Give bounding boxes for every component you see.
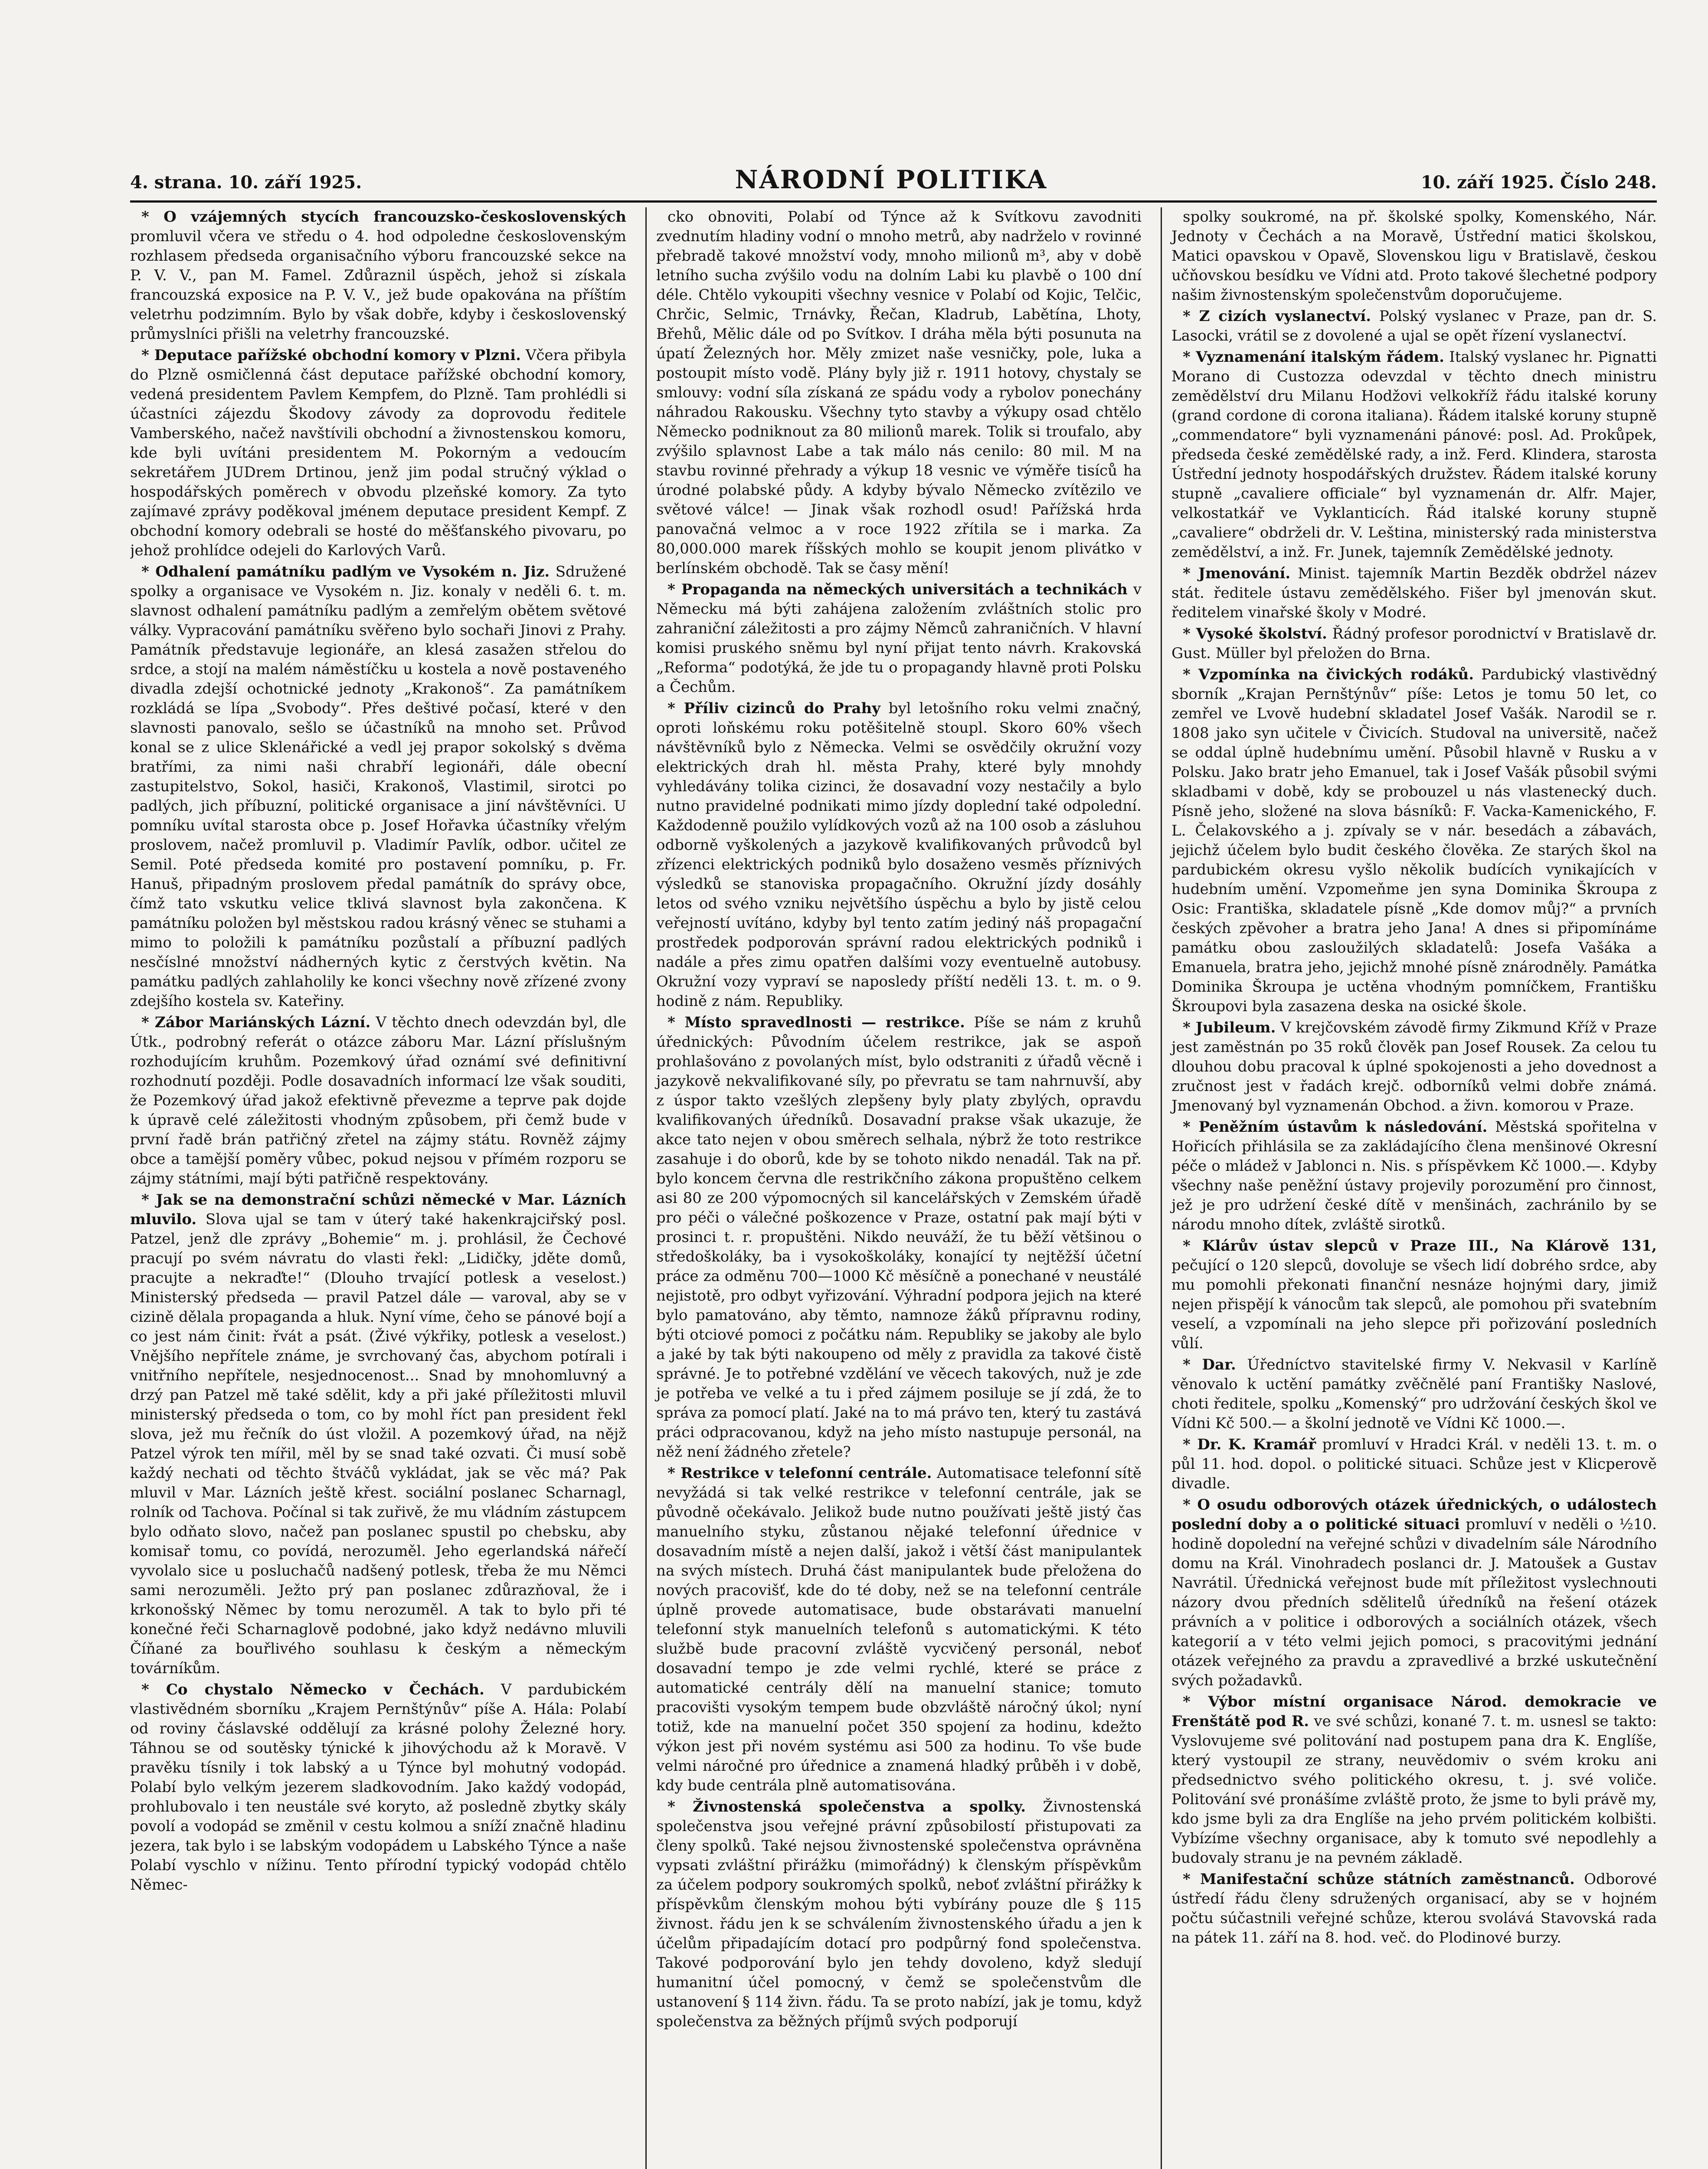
article-text: Pardubický vlastivědný sborník „Krajan Pernštýnův“ píše: Letos je tomu 50 let, co zemřel ve Lvově hudební skladatel Josef Vašák. Narodil se r. 1808 jako syn učitele v Čivicích. Studoval na universitě, načež se oddal úplně hudebnímu umění. Působil hlavně v Rusku a v Polsku. Jako bratr jeho Emanuel, tak i Josef Vašák působil svými skladbami v době, kdy se probouzel u nás vlastenecký duch. Písně jeho, složené na slova básníků: F. Vacka-Kamenického, F. L. Čelakovského a j. zpívaly se v nár. besedách a zábavách, jejichž účelem bylo budit českého člověka. Ze starých škol na pardubickém okresu vyšlo několik budících vynikajících v hudebním umění. Vzpomeňme jen syna Dominika Škroupa z Osic: Františka, skladatele písně „Kde domov můj?“ a prvních českých zpěvoher a bratra jeho Jana! A dnes si připomínáme památku obou zasloužilých skladatelů: Josefa Vašáka a Emanuela, bratra jeho, jejichž mnohé písně znárodněly. Památka Dominika Škroupa je uctěna vhodným pomníčkem, Františku Škroupovi byla zasazena deska na osické škole.	[1171, 666, 1657, 1015]
article-heading: * Vysoké školství.	[1183, 625, 1327, 642]
article-paragraph	[656, 580, 1142, 697]
article-text: Sdružené spolky a organisace ve Vysokém n. Jiz. konaly v neděli 6. t. m. slavnost odhalení památníku padlým a zemřelým obětem světové války. Vypracování památníku svěřeno bylo sochaři Jinovi z Prahy. Památník představuje legionáře, an klesá zasažen střelou do srdce, a stojí na malém náměstíčku u kostela a nově postaveného divadla zdejší ochotnické jednoty „Krakonoš“. Za památníkem rozkládá se lípa „Svobody“. Přes deštivé počasí, které v den slavnosti panovalo, sešlo se účastníků na mnoho set. Průvod konal se z ulice Sklenářické a vedl jej prapor sokolský s dvěma bratřími, za nimi naši chrabří legionáři, dále obecní zastupitelstvo, Sokol, hasiči, Krakonoš, Vlastimil, sirotci po padlých, jich příbuzní, politické organisace a jiní návštěvníci. U pomníku uvítal starosta obce p. Josef Hořavka účastníky vřelým proslovem, načež promluvil p. Vladimír Pavlík, odbor. učitel ze Semil. Poté předseda komité pro postavení pomníku, p. Fr. Hanuš, připadným proslovem předal památník do správy obce, čímž tato vskutku velice tklivá slavnost byla zakončena. K památníku položen byl městskou radou krásný věnec se stuhami a mimo to položili k památníku pozůstalí a příbuzní padlých nesčíslné množství nádherných kytic z čerstvých květin. Na památku padlých zahlaholily ke konci všechny nově zřízené zvony zdejšího kostela sv. Kateřiny.	[130, 563, 626, 1010]
article-paragraph	[1171, 1495, 1657, 1691]
article-heading: * Manifestační schůze státních zaměstnanců.	[1183, 1871, 1575, 1888]
article-paragraph	[1171, 1355, 1657, 1433]
header-rule	[130, 200, 1657, 203]
article-heading: * Dar.	[1183, 1356, 1236, 1373]
article-text: V těchto dnech odevzdán byl, dle Útk., podrobný referát o otázce záboru Mar. Lázní příslušným rozhodujícím kruhům. Pozemkový úřad oznámí své definitivní rozhodnutí později. Podle dosavadních informací lze však souditi, že Pozemkový úřad jakož efektivně převezme a teprve pak dojde k úpravě celé záležitosti vhodným způsobem, při čemž bude v první řadě brán patřičný zřetel na zájmy státu. Rovněž zájmy obce a tamější poměry vůbec, pokud nejsou v přímém rozporu se zájmy státními, mají býti patřičně respektovány.	[130, 1014, 626, 1187]
article-heading: * Živnostenská společenstva a spolky.	[667, 1798, 1026, 1815]
article-text: pečující o 120 slepců, dovoluje se všech lidí dobrého srdce, aby mu pomohli překonati finanční nesnáze hojnými dary, jimiž nejen přispějí k vánocům tak slepců, ale pomohou při svatebním veselí, a vzpomínali na jeho slepce při pořizování posledních vůlí.	[1171, 1257, 1657, 1352]
article-paragraph	[1171, 564, 1657, 623]
article-columns	[130, 207, 1657, 2169]
article-heading: * Deputace pařížské obchodní komory v Plzni.	[141, 347, 521, 364]
article-heading: * Vzpomínka na čivických rodáků.	[1183, 666, 1474, 683]
article-heading: * Jmenování.	[1183, 565, 1291, 582]
article-text: promluvil včera ve středu o 4. hod odpoledne československým rozhlasem předseda organisačního výboru francouzské sekce na P. V. V., pan M. Famel. Zdůraznil úspěch, jehož si získala francouzská exposice na P. V. V., jež bude opakována na příštím veletrhu podzimním. Bylo by však dobře, kdyby i československý průmyslníci přišli na veletrhy francouzské.	[130, 228, 626, 343]
header-page-date: 4. strana. 10. září 1925.	[130, 172, 362, 193]
article-heading: * Klárův ústav slepců v Praze III., Na Klárově 131,	[1183, 1237, 1657, 1255]
article-paragraph	[1171, 307, 1657, 346]
article-paragraph	[1171, 1870, 1657, 1948]
article-paragraph	[130, 1190, 626, 1678]
article-paragraph	[1171, 624, 1657, 663]
newspaper-title: NÁRODNÍ POLITIKA	[735, 165, 1048, 194]
article-text: Minist. tajemník Martin Bezděk obdržel název stát. ředitele ústavu zemědělského. Fišer byl jmenován skut. ředitelem vinařské školy v Modré.	[1171, 565, 1657, 621]
article-paragraph	[130, 1680, 626, 1895]
column-2	[645, 207, 1142, 2169]
article-paragraph	[656, 699, 1142, 1011]
article-text: promluví v neděli o ½10. hodině dopolední na veřejné schůzi v divadelním sále Národního domu na Král. Vinohradech poslanci dr. J. Matoušek a Gustav Navrátil. Úřednická veřejnost bude mít příležitost vyslechnouti názory dvou předních sdělitelů úředníků na řešení otázek právních a v politice i odborových a sociálních otázek, všech kategorií a v této velmi jejich pomoci, s pracovitými jednání otázek veřejného za pravdu a zpravedlivé a brzké uskutečnění svých požadavků.	[1171, 1516, 1657, 1689]
article-text: V krejčovském závodě firmy Zikmund Kříž v Praze jest zaměstnán po 35 roků člověk pan Josef Rousek. Za celou tu dlouhou dobu pracoval k úplné spokojenosti a jeho dovednost a zručnost jest v řadách krejč. odborníků velmi dobře známá. Jmenovaný byl vyznamenán Obchod. a živn. komorou v Praze.	[1171, 1019, 1657, 1114]
article-heading: * Propaganda na německých universitách a technikách	[667, 581, 1128, 598]
article-text: Slova ujal se tam v úterý také hakenkrajciřský posl. Patzel, jenž dle zprávy „Bohemie“ m. j. prohlásil, že Čechové pracují po svém návratu do vlasti řekl: „Lidičky, jděte domů, pracujte a nekraďte!“ (Dlouho trvající potlesk a veselost.) Ministerský předseda — pravil Patzel dále — varoval, aby se v cizině dělala propaganda a hluk. Nyní víme, čeho se pánové bojí a co jest nám činit: řvát a psát. (Živé výkřiky, potlesk a veselost.) Vnějšího nepřítele známe, je svrchovaný čas, abychom potírali i vnitřního nepřítele, nesjednocenost... Snad by mnohomluvný a drzý pan Patzel mě také sdělit, kdy a při jaké příležitosti mluvil ministerský předseda o tom, co by mohl říct pan president řekl slova, jež mu řečník do úst vložil. A pozemkový úřad, na nějž Patzel výrok ten mířil, měl by se snad také ozvati. Či musí sobě každý nechati od těchto štváčů vykládat, jak se věc má? Pak mluvil v Mar. Lázních ještě křest. sociální poslanec Scharnagl, rolník od Tachova. Počínal si tak zuřivě, že mu vládním zástupcem bylo odňato slovo, načež pan poslanec spustil po chebsku, aby komisař tomu, co povídá, nerozuměl. Jeho egerlandská nářečí vyvolalo sice u posluchačů nadšený potlesk, třeba že mu Němci sami nerozuměli. Ježto prý pan poslanec zdůrazňoval, že i krkonošský Němec by tomu nerozuměl. A tak to bylo při té konečné řeči Scharnaglově podobné, jako když nedávno mluvili Číňané za bouřlivého souhlasu k českým a německým továrníkům.	[130, 1211, 626, 1677]
article-heading: * Vyznamenání italským řádem.	[1183, 348, 1444, 366]
article-text: Městská spořitelna v Hořicích přihlásila se za zakládajícího člena menšinové Okresní péče o mládež v Jablonci n. Nis. s příspěvkem Kč 1000.—. Kdyby všechny naše peněžní ústavy projevily porozumění pro činnost, jež je pro udržení české dítě v menšinách, zachránilo by se národu mnoho dítek, zvláště sirotků.	[1171, 1118, 1657, 1233]
article-heading: * Dr. K. Kramář	[1183, 1436, 1316, 1453]
article-text: Úředníctvo stavitelské firmy V. Nekvasil v Karlíně věnovalo k uctění památky zvěčnělé paní Františky Naslové, choti ředitele, spolku „Komenský“ pro udržování českých škol ve Vídni Kč 500.— a školní jednotě ve Vídni Kč 1000.—.	[1171, 1356, 1657, 1432]
article-text: ve své schůzi, konané 7. t. m. usnesl se takto: Vyslovujeme své politování nad postupem pana dra K. Englíše, který vystoupil ze strany, neuvědomiv o svém kroku ani předsednictvo svého politického okresu, t. j. své voliče. Politování své pronášíme zvláště proto, že jsme to byli právě my, kdo jsme byli za dra Englíše na jeho prvém politickém kolbišti. Vybízíme všechny organisace, aby k tomuto své nepodlehly a budovaly stranu je na pevném základě.	[1171, 1713, 1657, 1867]
article-heading: * Restrikce v telefonní centrále.	[667, 1465, 932, 1482]
column-3	[1161, 207, 1657, 2169]
article-text: promluví v Hradci Král. v neděli 13. t. m. o půl 11. hod. dopol. o politické situaci. Schůze jest v Klicperově divadle.	[1171, 1436, 1657, 1492]
article-paragraph	[656, 1797, 1142, 2031]
header-date-issue: 10. září 1925. Číslo 248.	[1420, 172, 1657, 193]
article-paragraph	[1171, 1692, 1657, 1868]
article-text: spolky soukromé, na př. školské spolky, Komenského, Nár. Jednoty v Čechách a na Moravě, Ústřední matici školskou, Matici opavskou v Opavě, Slovenskou ligu v Bratislavě, českou učňovskou besídku ve Vídni atd. Proto takové šlechetné podpory našim živnostenským společenstvům doporučujeme.	[1171, 208, 1657, 304]
article-text: byl letošního roku velmi značný, oproti loňskému roku potěšitelně stoupl. Skoro 60% všech návštěvníků bylo z Německa. Velmi se osvědčily okružní vozy elektrických drah hl. města Prahy, které byly mnohdy vyhledávány tolika cizinci, že dosavadní vozy nestačily a bylo nutno pravidelné podnikati mimo jízdy doplední také odpolední. Každodenně použilo vylídkových vozů až na 100 osob a zásluhou odborně vyškolených a jazykově kvalifikovaných průvodců byl zřízenci elektrických podniků bylo dosaženo vesměs příznivých výsledků se stanoviska propagačního. Okružní jízdy dosáhly letos od svého vzniku největšího úspěchu a bylo by jistě celou veřejností uvítáno, kdyby byl tento zatím jediný náš propagační prostředek podporován správní radou elektrických podniků i nadále a přes zimu opatřen dalšími vozy eventuelně autobusy. Okružní vozy vypraví se naposledy příští neděli 13. t. m. o 9. hodině z nám. Republiky.	[656, 700, 1142, 1010]
article-heading: * Co chystalo Německo v Čechách.	[141, 1681, 484, 1698]
article-text: V pardubickém vlastivědném sborníku „Krajem Pernštýnův“ píše A. Hála: Polabí od roviny čáslavské oddělují za krásné polohy Železné hory. Táhnou se od soutěsky týnické k jihovýchodu až k Moravě. V pravěku tísnily i tok labský a u Týnce byl mohutný vodopád. Polabí bylo velkým jezerem sladkovodním. Jako každý vodopád, prohlubovalo i ten neustále své koryto, až posledně zbytky skály povolí a vodopád se změnil v cestu kolmou a sníží značně hladinu jezera, tak bylo i se labským vodopádem u Labského Týnce a naše Polabí vyschlo v nížinu. Tento přírodní typický vodopád chtělo Němec-	[130, 1681, 626, 1894]
page-header	[130, 165, 1657, 200]
article-text: Včera přibyla do Plzně osmičlenná část deputace pařížské obchodní komory, vedená presidentem Pavlem Kempfem, do Plzně. Tam prohlédli si účastníci zájezdu Škodovy závody za doprovodu ředitele Vamberského, načež navštívili obchodní a živnostenskou komoru, kde byli uvítáni presidentem M. Pokorným a vedoucím sekretářem JUDrem Drtinou, jenž jim podal stručný výklad o hospodářských poměrech v obvodu plzeňské komory. Za tyto zajímavé zprávy poděkoval jménem deputace president Kempf. Z obchodní komory odebrali se hosté do měšťanského pivovaru, po jehož prohlídce odejeli do Karlových Varů.	[130, 347, 626, 559]
article-paragraph	[1171, 1117, 1657, 1235]
article-text: Italský vyslanec hr. Pignatti Morano di Custozza odevzdal v těchto dnech ministru zemědělství dru Milanu Hodžovi velkokříž řádu italské koruny (grand cordone di corona italiana). Řádem italské koruny stupně „commendatore“ byli vyznamenáni pánové: posl. Ad. Prokůpek, předseda české zemědělské rady, a inž. Ferd. Klindera, starosta Ústřední jednoty hospodářských družstev. Řádem italské koruny stupně „cavaliere officiale“ byl vyznamenán dr. Alfr. Majer, velkostatkář ve Vyklanticích. Řád italské koruny stupně „cavaliere“ obdrželi dr. V. Leština, ministerský rada ministerstva zemědělství, a inž. Fr. Junek, tajemník Zemědělské jednoty.	[1171, 348, 1657, 561]
article-paragraph	[1171, 207, 1657, 305]
article-text: Řádný profesor porodnictví v Bratislavě dr. Gust. Müller byl přeložen do Brna.	[1171, 625, 1657, 662]
article-text: Živnostenská společenstva jsou veřejné právní způsobilostí přistupovati za členy spolků. Také nejsou živnostenské společenstva oprávněna vypsati zvláštní přirážku (mimořádný) k členským příspěvkům za účelem podpory soukromých spolků, neboť zvláštní přirážky k příspěvkům členským mohou býti vybírány pouze dle § 115 živnost. řádu jen k se schválením živnostenského úřadu a jen k účelům připadajícím dotací pro podpůrný fond společenstva. Takové podporování bylo jen tehdy dovoleno, když sledují humanitní účel pomocný, v čemž se společenstvům dle ustanovení § 114 živn. řádu. Ta se proto nabízí, jak je tomu, když společenstva za běžných příjmů svých podporují	[656, 1798, 1142, 2030]
article-paragraph	[656, 1013, 1142, 1462]
article-heading: * Peněžním ústavům k následování.	[1183, 1118, 1488, 1136]
article-paragraph	[1171, 665, 1657, 1016]
article-paragraph	[1171, 1018, 1657, 1116]
article-heading: * Místo spravedlnosti — restrikce.	[667, 1014, 965, 1031]
article-heading: * O osudu odborových otázek úřednických, o událostech poslední doby a o politické situaci	[1171, 1496, 1657, 1533]
column-1	[130, 207, 626, 2169]
article-paragraph	[130, 562, 626, 1011]
article-paragraph	[1171, 1236, 1657, 1353]
article-paragraph	[130, 207, 626, 344]
article-heading: * Výbor místní organisace Národ. demokracie ve Frenštátě pod R.	[1171, 1693, 1657, 1730]
article-heading: * Příliv cizinců do Prahy	[667, 700, 880, 717]
article-paragraph	[656, 207, 1142, 578]
article-paragraph	[1171, 347, 1657, 562]
article-heading: * Jak se na demonstrační schůzi německé v Mar. Lázních mluvilo.	[130, 1191, 626, 1228]
article-text: cko obnoviti, Polabí od Týnce až k Svítkovu zavodniti zvednutím hladiny vodní o mnoho metrů, aby nadrželo v rovinné přebradě takové množství vody, mnoho milionů m³, aby v době letního sucha zvýšilo vodu na dolním Labi ku plavbě o 100 dní déle. Chtělo vykoupiti všechny vesnice v Polabí od Kojic, Telčic, Chrčic, Selmic, Trnávky, Řečan, Kladrub, Labětína, Lhoty, Břehů, Mělic dále od po Svítkov. I dráha měla býti posunuta na úpatí Železných hor. Měly zmizet naše vesničky, pole, luka a postoupit místo vodě. Plány byly již r. 1911 hotovy, chystaly se smlouvy: vodní síla získaná ze spádu vody a rybolov ponechány náhradou Rakousku. Všechny tyto stavby a výkupy osad chtělo Německo podniknout za 80 milionů marek. Tolik si troufalo, aby zvýšilo splavnost Labe a tak málo nás cenilo: 80 mil. M na stavbu rovinné přehrady a výkup 18 vesnic ve výměře tisíců ha úrodné polabské půdy. A kdyby bývalo Německo zvítězilo ve světové válce! — Jinak však rozhodl osud! Pařížská hrda panovačná velmoc a v roce 1922 zřítila se i marka. Za 80,000.000 marek říšských mohlo se koupit jenom plivátko v berlínském obchodě. Tak se časy mění!	[656, 208, 1142, 577]
article-heading: * Z cizích vyslanectví.	[1183, 308, 1371, 325]
article-heading: * O vzájemných stycích francouzsko-československých	[141, 208, 626, 226]
article-heading: * Zábor Mariánských Lázní.	[141, 1014, 371, 1031]
article-text: Odborové ústředí řádu členy sdružených organisací, aby se v hojném počtu súčastnili veřejné schůze, kterou svolává Stavovská rada na pátek 11. září na 8. hod. več. do Plodinové burzy.	[1171, 1871, 1657, 1946]
article-heading: * Odhalení památníku padlým ve Vysokém n. Jiz.	[141, 563, 550, 580]
article-paragraph	[130, 346, 626, 560]
article-heading: * Jubileum.	[1183, 1019, 1276, 1036]
article-paragraph	[130, 1013, 626, 1189]
article-paragraph	[1171, 1435, 1657, 1494]
article-text: Polský vyslanec v Praze, pan dr. S. Lasocki, vrátil se z dovolené a ujal se opět řízení vyslanectví.	[1171, 308, 1657, 344]
article-text: Píše se nám z kruhů úřednických: Původním účelem restrikce, jak se aspoň prohlašováno z povolaných míst, bylo odstraniti z úřadů věcně i jazykově nekvalifikované síly, po převratu se tam nahrnuvší, aby z úspor takto vzešlých zlepšeny byly platy zbylých, opravdu kvalifikovaných úředníků. Dosavadní prakse však ukazuje, že akce tato nejen v obou směrech selhala, nýbrž že toto restrikce zasahuje i do oborů, kde by se tohoto nikdo nenadál. Tak na př. bylo koncem června dle restrikčního zákona propuštěno celkem asi 80 ze 200 výpomocných sil kancelářských v Zemském úřadě pro péči o válečné poškozence v Praze, ostatní pak mají býti v prosinci t. r. propuštěni. Nikdo neuváží, že tu běží většinou o středoškoláky, ba i vysokoškoláky, konající ty nejtěžší účetní práce za odměnu 700—1000 Kč měsíčně a ponechané v neustálé nejistotě, pro odbyt vyřizování. Výhradní podpora jejich na které bylo pamatováno, aby těmto, namnoze žáků přípravnu rodiny, býti otciové pomoci z počátku nám. Republiky se jakoby ale bylo a jaké by tak býti nakoupeno od měly z pravidla za takové čistě správné. Je to potřebné vzdělání ve věcech takových, nuž je zde je potřeba ve velké a tu i před zájmem posiluje se jí zdá, že to správa za pomocí platí. Jaké na to má právo ten, který tu zastává práci odpracovanou, když na jeho místo nastupuje personál, na něž není žádného zřetele?	[656, 1014, 1142, 1461]
article-text: Automatisace telefonní sítě nevyžádá si tak velké restrikce v telefonní centrále, jak se původně očekávalo. Jelikož bude nutno používati ještě jistý čas manuelního styku, zůstanou nějaké telefonní úřednice v dosavadním místě a nejen další, jakož i větší část manipulantek na svých místech. Druhá část manipulantek bude přeložena do nových pracovišť, kde do té doby, než se na telefonní centrále úplně provede automatisace, bude obstarávati manuelní telefonní styk manuelních telefonů s automatickými. K této službě bude pracovní zvláště vycvičený personál, neboť dosavadní tempo je zde velmi rychlé, které se práce z automatické centrály dělí na manuelní stanice; tomuto pracovišti vysokým tempem bude obzvláště náročný úkol; nyní totiž, kde na manuelní počet 350 spojení za hodinu, kdežto výkon jest při novém systému asi 500 za hodinu. To vše bude velmi náročné pro úřednice a znamená hladký průběh i v době, kdy bude centrála plně automatisována.	[656, 1465, 1142, 1794]
article-paragraph	[656, 1464, 1142, 1795]
article-text: v Německu má býti zahájena založením zvláštních stolic pro zahraniční záležitosti a pro zájmy Němců zahraničních. V hlavní komisi pruského sněmu byl nyní přijat tento návrh. Krakovská „Reforma“ podotýká, že jde tu o propagandy hlavně proti Polsku a Čechům.	[656, 581, 1142, 696]
